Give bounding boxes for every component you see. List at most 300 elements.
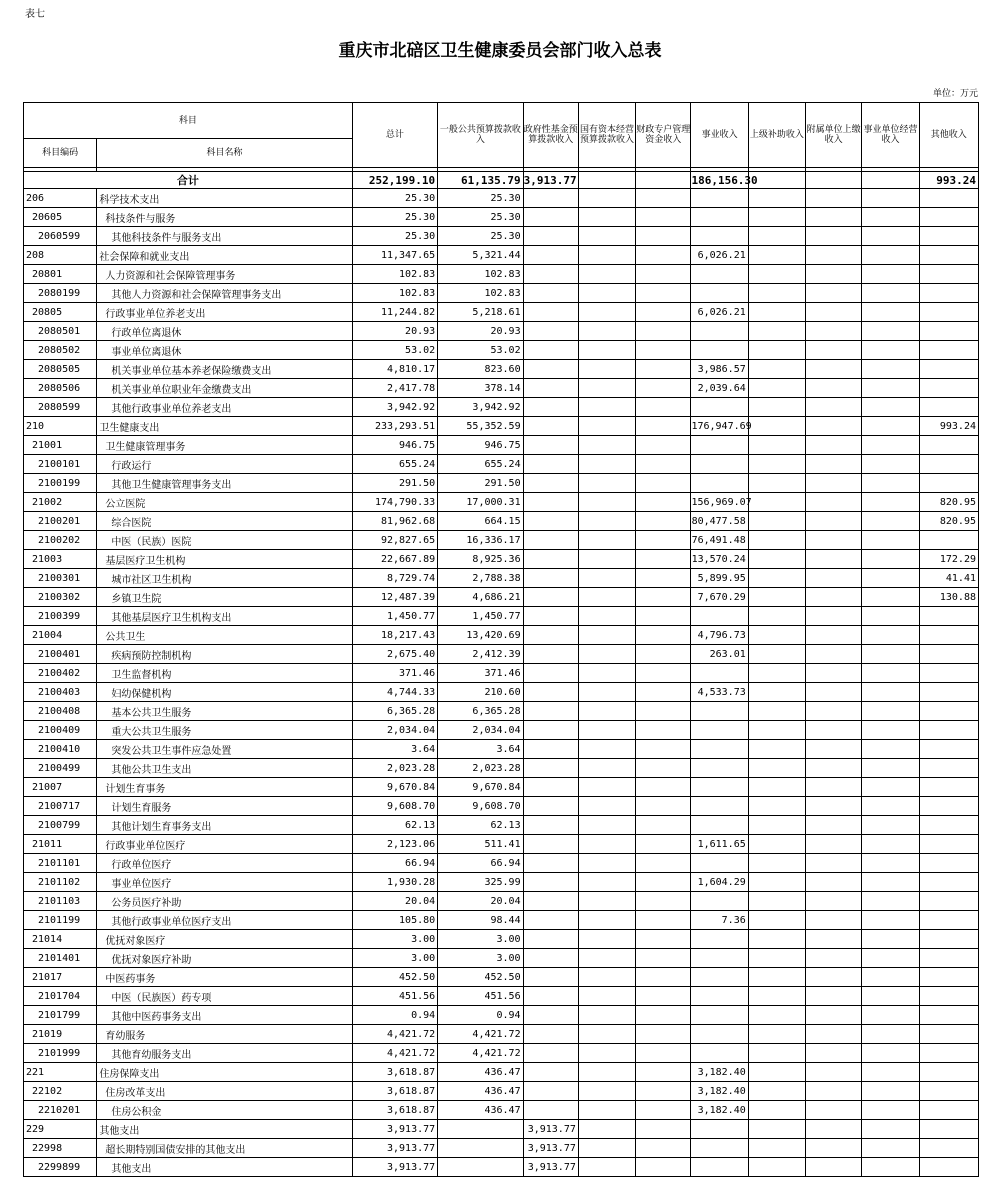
amount-cell: 6,026.21 <box>691 246 748 265</box>
subject-code: 2101103 <box>24 892 97 911</box>
amount-cell: 3,913.77 <box>523 1120 578 1139</box>
subject-code: 21001 <box>24 436 97 455</box>
amount-cell <box>636 246 691 265</box>
table-row <box>24 1025 979 1044</box>
amount-cell: 452.50 <box>352 968 437 987</box>
amount-cell: 4,421.72 <box>352 1025 437 1044</box>
table-row <box>24 322 979 341</box>
amount-cell: 0.94 <box>438 1006 523 1025</box>
amount-cell <box>748 1025 805 1044</box>
amount-cell <box>636 1139 691 1158</box>
amount-cell <box>636 436 691 455</box>
subject-code: 20801 <box>24 265 97 284</box>
amount-cell <box>636 797 691 816</box>
amount-cell: 172.29 <box>919 550 978 569</box>
amount-cell: 8,925.36 <box>438 550 523 569</box>
subject-name: 优抚对象医疗补助 <box>97 949 352 968</box>
amount-cell <box>919 740 978 759</box>
subject-name: 公共卫生 <box>97 626 352 645</box>
amount-cell <box>523 284 578 303</box>
amount-cell <box>806 455 862 474</box>
amount-cell: 130.88 <box>919 588 978 607</box>
amount-cell: 655.24 <box>438 455 523 474</box>
amount-cell <box>919 303 978 322</box>
amount-cell <box>862 721 919 740</box>
amount-cell <box>748 512 805 531</box>
amount-cell <box>919 322 978 341</box>
amount-cell <box>919 664 978 683</box>
amount-cell <box>806 987 862 1006</box>
table-row <box>24 949 979 968</box>
header-special: 财政专户管理资金收入 <box>636 103 691 168</box>
amount-cell <box>748 303 805 322</box>
amount-cell <box>806 398 862 417</box>
table-row <box>24 987 979 1006</box>
subject-code: 2100402 <box>24 664 97 683</box>
amount-cell <box>748 531 805 550</box>
amount-cell <box>806 1139 862 1158</box>
amount-cell: 0.94 <box>352 1006 437 1025</box>
amount-cell <box>862 436 919 455</box>
amount-cell <box>523 759 578 778</box>
subject-code: 2100401 <box>24 645 97 664</box>
amount-cell <box>523 341 578 360</box>
amount-cell <box>919 930 978 949</box>
amount-cell <box>919 949 978 968</box>
table-row <box>24 1120 979 1139</box>
amount-cell <box>578 892 635 911</box>
subject-name: 城市社区卫生机构 <box>97 569 352 588</box>
amount-cell: 81,962.68 <box>352 512 437 531</box>
amount-cell <box>748 284 805 303</box>
amount-cell <box>578 360 635 379</box>
amount-cell <box>691 455 748 474</box>
amount-cell <box>578 854 635 873</box>
amount-cell <box>523 778 578 797</box>
amount-cell <box>748 379 805 398</box>
amount-cell: 22,667.89 <box>352 550 437 569</box>
amount-cell: 174,790.33 <box>352 493 437 512</box>
amount-cell <box>919 854 978 873</box>
subject-code: 2100499 <box>24 759 97 778</box>
amount-cell <box>578 1139 635 1158</box>
amount-cell: 371.46 <box>438 664 523 683</box>
amount-cell <box>523 227 578 246</box>
amount-cell <box>691 854 748 873</box>
amount-cell <box>636 626 691 645</box>
amount-cell <box>806 683 862 702</box>
amount-cell <box>748 759 805 778</box>
total-label: 合计 <box>24 172 353 189</box>
amount-cell <box>636 474 691 493</box>
amount-cell <box>523 417 578 436</box>
table-row <box>24 1101 979 1120</box>
amount-cell <box>636 1082 691 1101</box>
subject-name: 卫生健康管理事务 <box>97 436 352 455</box>
amount-cell <box>636 398 691 417</box>
header-gov-fund: 政府性基金预算拨款收入 <box>523 103 578 168</box>
amount-cell <box>919 721 978 740</box>
subject-name: 基层医疗卫生机构 <box>97 550 352 569</box>
amount-cell <box>691 284 748 303</box>
amount-cell <box>919 1158 978 1177</box>
subject-name: 卫生健康支出 <box>97 417 352 436</box>
amount-cell: 823.60 <box>438 360 523 379</box>
table-row <box>24 246 979 265</box>
amount-cell: 3,942.92 <box>352 398 437 417</box>
amount-cell <box>636 1063 691 1082</box>
amount-cell <box>748 702 805 721</box>
amount-cell: 156,969.07 <box>691 493 748 512</box>
amount-cell: 18,217.43 <box>352 626 437 645</box>
amount-cell <box>523 455 578 474</box>
amount-cell <box>862 968 919 987</box>
amount-cell <box>578 626 635 645</box>
amount-cell <box>636 493 691 512</box>
amount-cell: 3,182.40 <box>691 1101 748 1120</box>
amount-cell <box>919 683 978 702</box>
amount-cell <box>806 303 862 322</box>
table-row <box>24 797 979 816</box>
table-row <box>24 645 979 664</box>
subject-name: 综合医院 <box>97 512 352 531</box>
amount-cell: 4,421.72 <box>438 1025 523 1044</box>
amount-cell <box>806 797 862 816</box>
amount-cell <box>862 588 919 607</box>
amount-cell <box>578 436 635 455</box>
amount-cell <box>523 911 578 930</box>
amount-cell <box>748 1101 805 1120</box>
amount-cell <box>862 1063 919 1082</box>
amount-cell <box>806 493 862 512</box>
amount-cell <box>748 417 805 436</box>
amount-cell: 105.80 <box>352 911 437 930</box>
amount-cell: 25.30 <box>352 208 437 227</box>
amount-cell: 436.47 <box>438 1082 523 1101</box>
amount-cell <box>636 189 691 208</box>
amount-cell: 55,352.59 <box>438 417 523 436</box>
amount-cell <box>862 664 919 683</box>
amount-cell: 92,827.65 <box>352 531 437 550</box>
amount-cell <box>578 968 635 987</box>
amount-cell <box>578 322 635 341</box>
table-row <box>24 284 979 303</box>
subject-code: 2100799 <box>24 816 97 835</box>
subject-code: 221 <box>24 1063 97 1082</box>
amount-cell <box>636 284 691 303</box>
table-row <box>24 1063 979 1082</box>
amount-cell <box>862 683 919 702</box>
amount-cell <box>523 607 578 626</box>
amount-cell: 66.94 <box>438 854 523 873</box>
amount-cell: 1,930.28 <box>352 873 437 892</box>
amount-cell: 378.14 <box>438 379 523 398</box>
amount-cell <box>919 1025 978 1044</box>
amount-cell: 4,533.73 <box>691 683 748 702</box>
amount-cell <box>806 531 862 550</box>
amount-cell <box>919 189 978 208</box>
table-row <box>24 1044 979 1063</box>
amount-cell <box>748 854 805 873</box>
amount-cell <box>578 607 635 626</box>
amount-cell <box>691 1006 748 1025</box>
subject-code: 2100301 <box>24 569 97 588</box>
amount-cell <box>806 949 862 968</box>
amount-cell: 98.44 <box>438 911 523 930</box>
subject-name: 其他科技条件与服务支出 <box>97 227 352 246</box>
amount-cell: 820.95 <box>919 512 978 531</box>
amount-cell: 102.83 <box>438 265 523 284</box>
table-row <box>24 303 979 322</box>
amount-cell: 3,913.77 <box>523 1158 578 1177</box>
amount-cell <box>636 208 691 227</box>
subject-name: 其他基层医疗卫生机构支出 <box>97 607 352 626</box>
amount-cell <box>806 284 862 303</box>
amount-cell <box>748 265 805 284</box>
subject-name: 其他计划生育事务支出 <box>97 816 352 835</box>
amount-cell: 3.00 <box>352 930 437 949</box>
amount-cell <box>748 721 805 740</box>
subject-code: 2100408 <box>24 702 97 721</box>
amount-cell <box>748 436 805 455</box>
amount-cell: 80,477.58 <box>691 512 748 531</box>
amount-cell <box>919 987 978 1006</box>
amount-cell: 2,123.06 <box>352 835 437 854</box>
amount-cell <box>862 493 919 512</box>
subject-code: 2101999 <box>24 1044 97 1063</box>
subject-code: 2101102 <box>24 873 97 892</box>
subject-code: 2100202 <box>24 531 97 550</box>
amount-cell: 3,618.87 <box>352 1063 437 1082</box>
table-row <box>24 607 979 626</box>
amount-cell <box>806 892 862 911</box>
amount-cell <box>523 930 578 949</box>
amount-cell: 6,365.28 <box>352 702 437 721</box>
amount-cell <box>636 588 691 607</box>
amount-cell <box>862 1006 919 1025</box>
amount-cell <box>748 911 805 930</box>
subject-code: 2060599 <box>24 227 97 246</box>
amount-cell <box>523 664 578 683</box>
amount-cell <box>748 816 805 835</box>
table-row <box>24 227 979 246</box>
amount-cell <box>862 759 919 778</box>
amount-cell <box>523 740 578 759</box>
amount-cell <box>578 341 635 360</box>
amount-cell <box>806 1082 862 1101</box>
amount-cell <box>806 512 862 531</box>
amount-cell <box>862 189 919 208</box>
subject-name: 计划生育服务 <box>97 797 352 816</box>
subject-code: 229 <box>24 1120 97 1139</box>
subject-name: 疾病预防控制机构 <box>97 645 352 664</box>
table-tag: 表七 <box>25 9 45 20</box>
amount-cell: 436.47 <box>438 1101 523 1120</box>
table-row <box>24 930 979 949</box>
amount-cell <box>578 284 635 303</box>
amount-cell: 6,026.21 <box>691 303 748 322</box>
amount-cell <box>691 987 748 1006</box>
table-row <box>24 436 979 455</box>
amount-cell <box>691 1044 748 1063</box>
amount-cell: 291.50 <box>352 474 437 493</box>
amount-cell <box>748 645 805 664</box>
subject-name: 乡镇卫生院 <box>97 588 352 607</box>
amount-cell <box>919 1120 978 1139</box>
amount-cell <box>862 569 919 588</box>
amount-cell: 4,744.33 <box>352 683 437 702</box>
amount-cell: 291.50 <box>438 474 523 493</box>
amount-cell <box>578 208 635 227</box>
amount-cell <box>862 550 919 569</box>
amount-cell <box>862 1120 919 1139</box>
amount-cell: 6,365.28 <box>438 702 523 721</box>
subject-name: 行政单位离退休 <box>97 322 352 341</box>
amount-cell <box>523 512 578 531</box>
amount-cell <box>919 1044 978 1063</box>
amount-cell <box>862 949 919 968</box>
amount-cell <box>636 303 691 322</box>
amount-cell <box>748 1139 805 1158</box>
amount-cell <box>748 835 805 854</box>
subject-code: 2100302 <box>24 588 97 607</box>
subject-code: 2101101 <box>24 854 97 873</box>
amount-cell: 4,796.73 <box>691 626 748 645</box>
amount-cell <box>636 854 691 873</box>
amount-cell <box>806 246 862 265</box>
table-row <box>24 721 979 740</box>
amount-cell <box>806 569 862 588</box>
table-row <box>24 474 979 493</box>
subject-name: 人力资源和社会保障管理事务 <box>97 265 352 284</box>
amount-cell <box>862 1139 919 1158</box>
amount-cell <box>636 702 691 721</box>
amount-cell <box>578 246 635 265</box>
amount-cell: 371.46 <box>352 664 437 683</box>
table-row <box>24 740 979 759</box>
amount-cell: 176,947.69 <box>691 417 748 436</box>
amount-cell <box>636 227 691 246</box>
amount-cell <box>806 227 862 246</box>
table-row <box>24 531 979 550</box>
amount-cell <box>748 949 805 968</box>
amount-cell: 4,810.17 <box>352 360 437 379</box>
subject-code: 21007 <box>24 778 97 797</box>
amount-cell: 11,347.65 <box>352 246 437 265</box>
amount-cell: 1,450.77 <box>352 607 437 626</box>
amount-cell: 993.24 <box>919 417 978 436</box>
table-row <box>24 1006 979 1025</box>
amount-cell: 5,321.44 <box>438 246 523 265</box>
amount-cell <box>862 246 919 265</box>
amount-cell <box>862 1158 919 1177</box>
amount-cell <box>578 588 635 607</box>
subject-code: 2080505 <box>24 360 97 379</box>
amount-cell: 25.30 <box>438 208 523 227</box>
amount-cell <box>523 436 578 455</box>
amount-cell: 17,000.31 <box>438 493 523 512</box>
amount-cell <box>919 341 978 360</box>
amount-cell <box>862 911 919 930</box>
amount-cell <box>523 1101 578 1120</box>
amount-cell <box>919 968 978 987</box>
amount-cell: 9,608.70 <box>352 797 437 816</box>
amount-cell <box>862 892 919 911</box>
subject-code: 20805 <box>24 303 97 322</box>
amount-cell: 2,417.78 <box>352 379 437 398</box>
amount-cell <box>748 227 805 246</box>
subject-code: 2080506 <box>24 379 97 398</box>
amount-cell <box>636 1044 691 1063</box>
subject-code: 2100101 <box>24 455 97 474</box>
amount-cell <box>862 930 919 949</box>
amount-cell <box>636 778 691 797</box>
amount-cell <box>691 322 748 341</box>
amount-cell <box>806 474 862 493</box>
amount-cell <box>862 873 919 892</box>
amount-cell <box>748 626 805 645</box>
table-row <box>24 360 979 379</box>
subject-name: 中医药事务 <box>97 968 352 987</box>
amount-cell: 3,913.77 <box>352 1158 437 1177</box>
amount-cell <box>578 873 635 892</box>
amount-cell <box>636 512 691 531</box>
amount-cell <box>748 341 805 360</box>
amount-cell: 7,670.29 <box>691 588 748 607</box>
amount-cell <box>578 778 635 797</box>
amount-cell <box>636 531 691 550</box>
subject-code: 21004 <box>24 626 97 645</box>
subject-name: 住房公积金 <box>97 1101 352 1120</box>
amount-cell <box>523 892 578 911</box>
subject-code: 2100410 <box>24 740 97 759</box>
amount-cell: 102.83 <box>352 265 437 284</box>
amount-cell <box>919 398 978 417</box>
amount-cell <box>523 1025 578 1044</box>
amount-cell: 102.83 <box>352 284 437 303</box>
amount-cell <box>919 284 978 303</box>
amount-cell <box>862 645 919 664</box>
table-row <box>24 1139 979 1158</box>
table-row <box>24 626 979 645</box>
amount-cell <box>919 1063 978 1082</box>
amount-cell <box>748 588 805 607</box>
amount-cell: 233,293.51 <box>352 417 437 436</box>
amount-cell <box>691 778 748 797</box>
amount-cell <box>523 968 578 987</box>
amount-cell <box>691 1158 748 1177</box>
header-general: 一般公共预算拨款收入 <box>438 103 523 168</box>
amount-cell: 452.50 <box>438 968 523 987</box>
subject-name: 超长期特别国债安排的其他支出 <box>97 1139 352 1158</box>
amount-cell <box>523 569 578 588</box>
amount-cell <box>748 455 805 474</box>
amount-cell: 1,604.29 <box>691 873 748 892</box>
amount-cell: 451.56 <box>352 987 437 1006</box>
amount-cell <box>636 968 691 987</box>
table-row <box>24 778 979 797</box>
amount-cell <box>636 379 691 398</box>
total-cell: 61,135.79 <box>438 172 523 189</box>
amount-cell <box>862 1101 919 1120</box>
amount-cell <box>636 740 691 759</box>
amount-cell: 53.02 <box>438 341 523 360</box>
subject-name: 优抚对象医疗 <box>97 930 352 949</box>
total-cell <box>578 172 635 189</box>
amount-cell: 3.64 <box>352 740 437 759</box>
amount-cell <box>748 892 805 911</box>
amount-cell <box>919 265 978 284</box>
